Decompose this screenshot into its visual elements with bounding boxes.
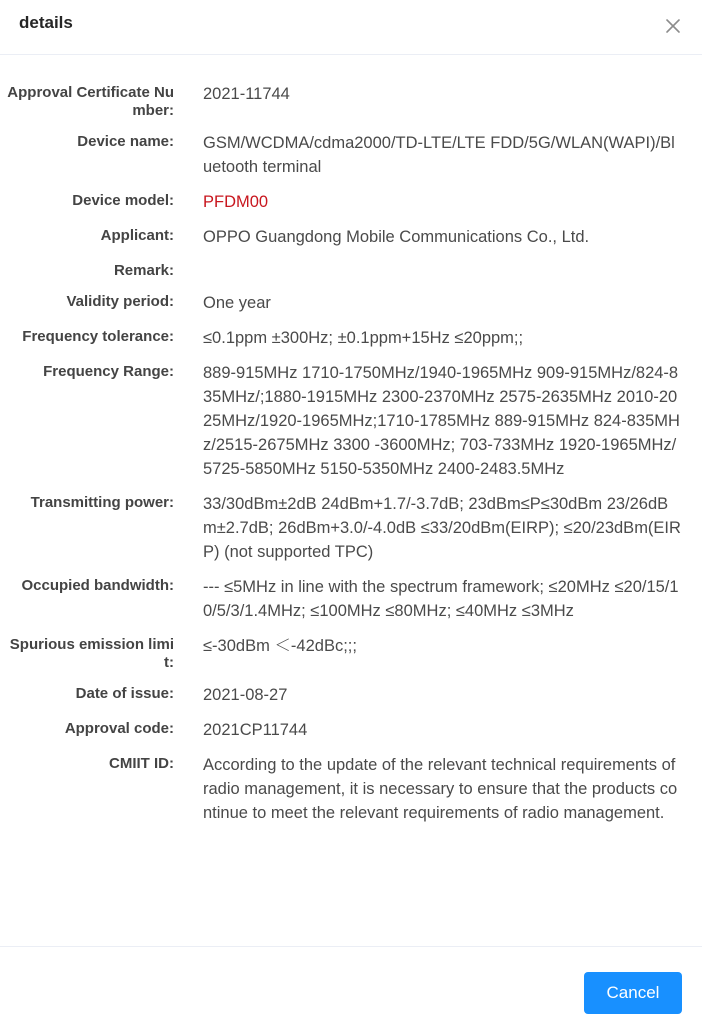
close-button[interactable] — [660, 13, 686, 39]
field-value: 33/30dBm±2dB 24dBm+1.7/-3.7dB; 23dBm≤P≤30dBm 23/26dBm±2.7dB; 26dBm+3.0/-4.0dB ≤33/20dBm(EIRP); ≤20/23dBm(EIRP) (not supported TPC) — [203, 495, 681, 561]
field-value: --- ≤5MHz in line with the spectrum framework; ≤20MHz ≤20/15/10/5/3/1.4MHz; ≤100MHz ≤80MHz; ≤40MHz ≤3MHz — [203, 578, 679, 620]
device-model-value: PFDM00 — [203, 193, 269, 211]
field-row-applicant — [0, 225, 702, 249]
field-label: CMIIT ID: — [109, 755, 174, 772]
field-label: Approval Certificate Number: — [7, 84, 174, 119]
field-row-device-name — [0, 131, 702, 179]
field-label: Approval code: — [64, 720, 174, 737]
field-row-cmiit-id — [0, 753, 702, 825]
field-row-occupied-bandwidth — [0, 575, 702, 623]
field-row-approval-certificate-number — [0, 82, 702, 120]
field-row-frequency-range — [0, 361, 702, 481]
field-label: Frequency Range: — [43, 363, 174, 380]
field-value: One year — [203, 294, 271, 312]
field-row-transmitting-power — [0, 492, 702, 564]
field-row-device-model — [0, 190, 702, 214]
field-value: ≤0.1ppm ±300Hz; ±0.1ppm+15Hz ≤20ppm;; — [203, 329, 524, 347]
field-label: Device model: — [72, 192, 174, 209]
field-row-frequency-tolerance — [0, 326, 702, 350]
details-list — [0, 82, 702, 836]
field-value: OPPO Guangdong Mobile Communications Co., Ltd. — [203, 228, 590, 246]
field-label: Applicant: — [100, 227, 174, 244]
field-value: 2021CP11744 — [203, 721, 308, 739]
cancel-button[interactable]: Cancel — [584, 972, 682, 1014]
field-label: Date of issue: — [75, 685, 174, 702]
close-icon — [660, 13, 686, 39]
field-row-date-of-issue — [0, 683, 702, 707]
field-value: 2021-11744 — [203, 85, 290, 103]
field-label: Validity period: — [66, 293, 174, 310]
dialog-title: details — [19, 13, 73, 32]
field-value — [203, 260, 681, 278]
dialog-header — [0, 0, 702, 55]
dialog-body — [0, 55, 702, 945]
field-value: GSM/WCDMA/cdma2000/TD-LTE/LTE FDD/5G/WLAN(WAPI)/Bluetooth terminal — [203, 134, 675, 176]
field-row-validity-period — [0, 291, 702, 315]
field-label: Spurious emission limit: — [9, 636, 174, 671]
dialog-footer — [0, 946, 702, 1024]
field-row-spurious-emission-limit — [0, 634, 702, 672]
field-value: ≤-30dBm ＜-42dBc;;; — [203, 637, 357, 655]
field-label: Frequency tolerance: — [22, 328, 174, 345]
field-row-remark — [0, 260, 702, 280]
field-value: 2021-08-27 — [203, 686, 288, 704]
field-label: Device name: — [77, 133, 174, 150]
field-value: 889-915MHz 1710-1750MHz/1940-1965MHz 909-915MHz/824-835MHz/;1880-1915MHz 2300-2370MHz 2575-2635MHz 2010-2025MHz/1920-1965MHz;1710-1785MHz 889-915MHz 824-835MHz/2515-2675MHz 3300 -3600MHz; 703-733MHz 1920-1965MHz/5725-5850MHz 5150-5350MHz 2400-2483.5MHz — [203, 364, 680, 478]
field-label: Remark: — [113, 262, 174, 279]
field-label: Occupied bandwidth: — [21, 577, 174, 594]
field-value: According to the update of the relevant technical requirements of radio management, it is necessary to ensure that the products continue to meet the relevant requirements of radio management. — [203, 756, 678, 822]
field-label: Transmitting power: — [30, 494, 174, 511]
field-row-approval-code — [0, 718, 702, 742]
